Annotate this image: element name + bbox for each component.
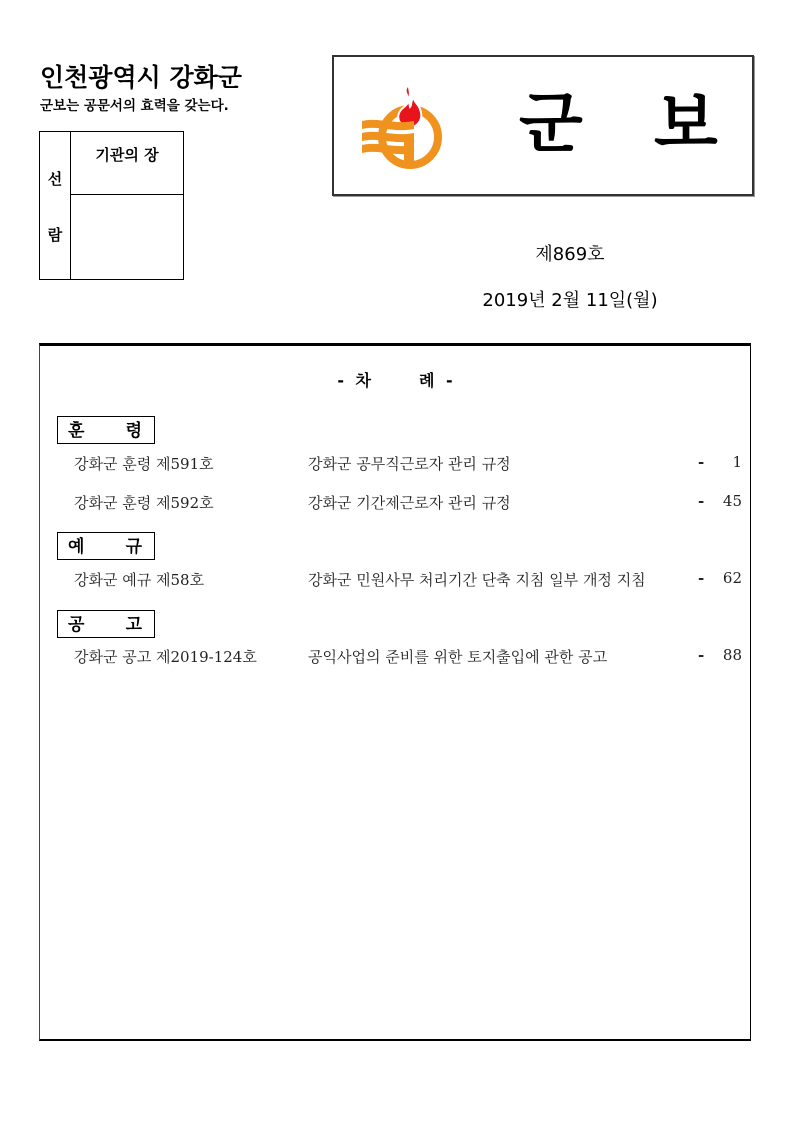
- entry-page: 45: [722, 492, 742, 510]
- entry-dash: -: [698, 492, 705, 510]
- entry-number: 강화군 공고 제2019-124호: [74, 648, 257, 666]
- category-char-2: 규: [125, 537, 142, 557]
- publication-subtitle: 군보는 공문서의 효력을 갖는다.: [40, 98, 229, 114]
- entry-number: 강화군 훈령 제592호: [74, 494, 214, 512]
- category-char-1: 예: [68, 537, 85, 557]
- category-char-2: 고: [125, 615, 142, 635]
- toc-title: [40, 368, 750, 391]
- category-char-2: 령: [125, 421, 142, 441]
- entry-title: 공익사업의 준비를 위한 토지출입에 관한 공고: [308, 648, 608, 666]
- category-tag-gonggo: [57, 610, 155, 638]
- entry-title: 강화군 기간제근로자 관리 규정: [308, 494, 511, 512]
- entry-number: 강화군 예규 제58호: [74, 571, 205, 589]
- table-of-contents: [39, 343, 751, 1041]
- review-header-cell: [71, 132, 183, 195]
- masthead-title-char-1: 군: [519, 85, 583, 162]
- entry-page: 62: [722, 569, 742, 587]
- masthead: [332, 55, 754, 196]
- masthead-title-char-2: 보: [654, 85, 718, 162]
- county-emblem-icon: [360, 81, 452, 173]
- toc-entry[interactable]: [40, 569, 750, 591]
- entry-page: 88: [722, 646, 742, 664]
- toc-entry[interactable]: [40, 453, 750, 475]
- review-side-label-top: 선: [47, 170, 63, 188]
- issue-date: 2019년 2월 11일(월): [482, 290, 658, 311]
- entry-number: 강화군 훈령 제591호: [74, 455, 214, 473]
- category-char-1: 훈: [68, 421, 85, 441]
- category-tag-hunryeong: [57, 416, 155, 444]
- entry-dash: -: [698, 646, 705, 664]
- entry-title: 강화군 공무직근로자 관리 규정: [308, 455, 511, 473]
- entry-title: 강화군 민원사무 처리기간 단축 지침 일부 개정 지침: [308, 571, 646, 589]
- review-header-label: 기관의 장: [95, 146, 159, 164]
- category-tag-yegyu: [57, 532, 155, 560]
- toc-entry[interactable]: [40, 492, 750, 514]
- toc-title-right: 례 -: [419, 371, 453, 390]
- review-side-label-bottom: 람: [47, 226, 63, 244]
- category-char-1: 공: [68, 615, 85, 635]
- toc-entry[interactable]: [40, 646, 750, 668]
- org-name: 인천광역시 강화군: [40, 63, 242, 92]
- entry-page: 1: [732, 453, 742, 471]
- entry-dash: -: [698, 569, 705, 587]
- toc-title-left: - 차: [337, 371, 371, 390]
- entry-dash: -: [698, 453, 705, 471]
- issue-number: 제869호: [535, 244, 605, 265]
